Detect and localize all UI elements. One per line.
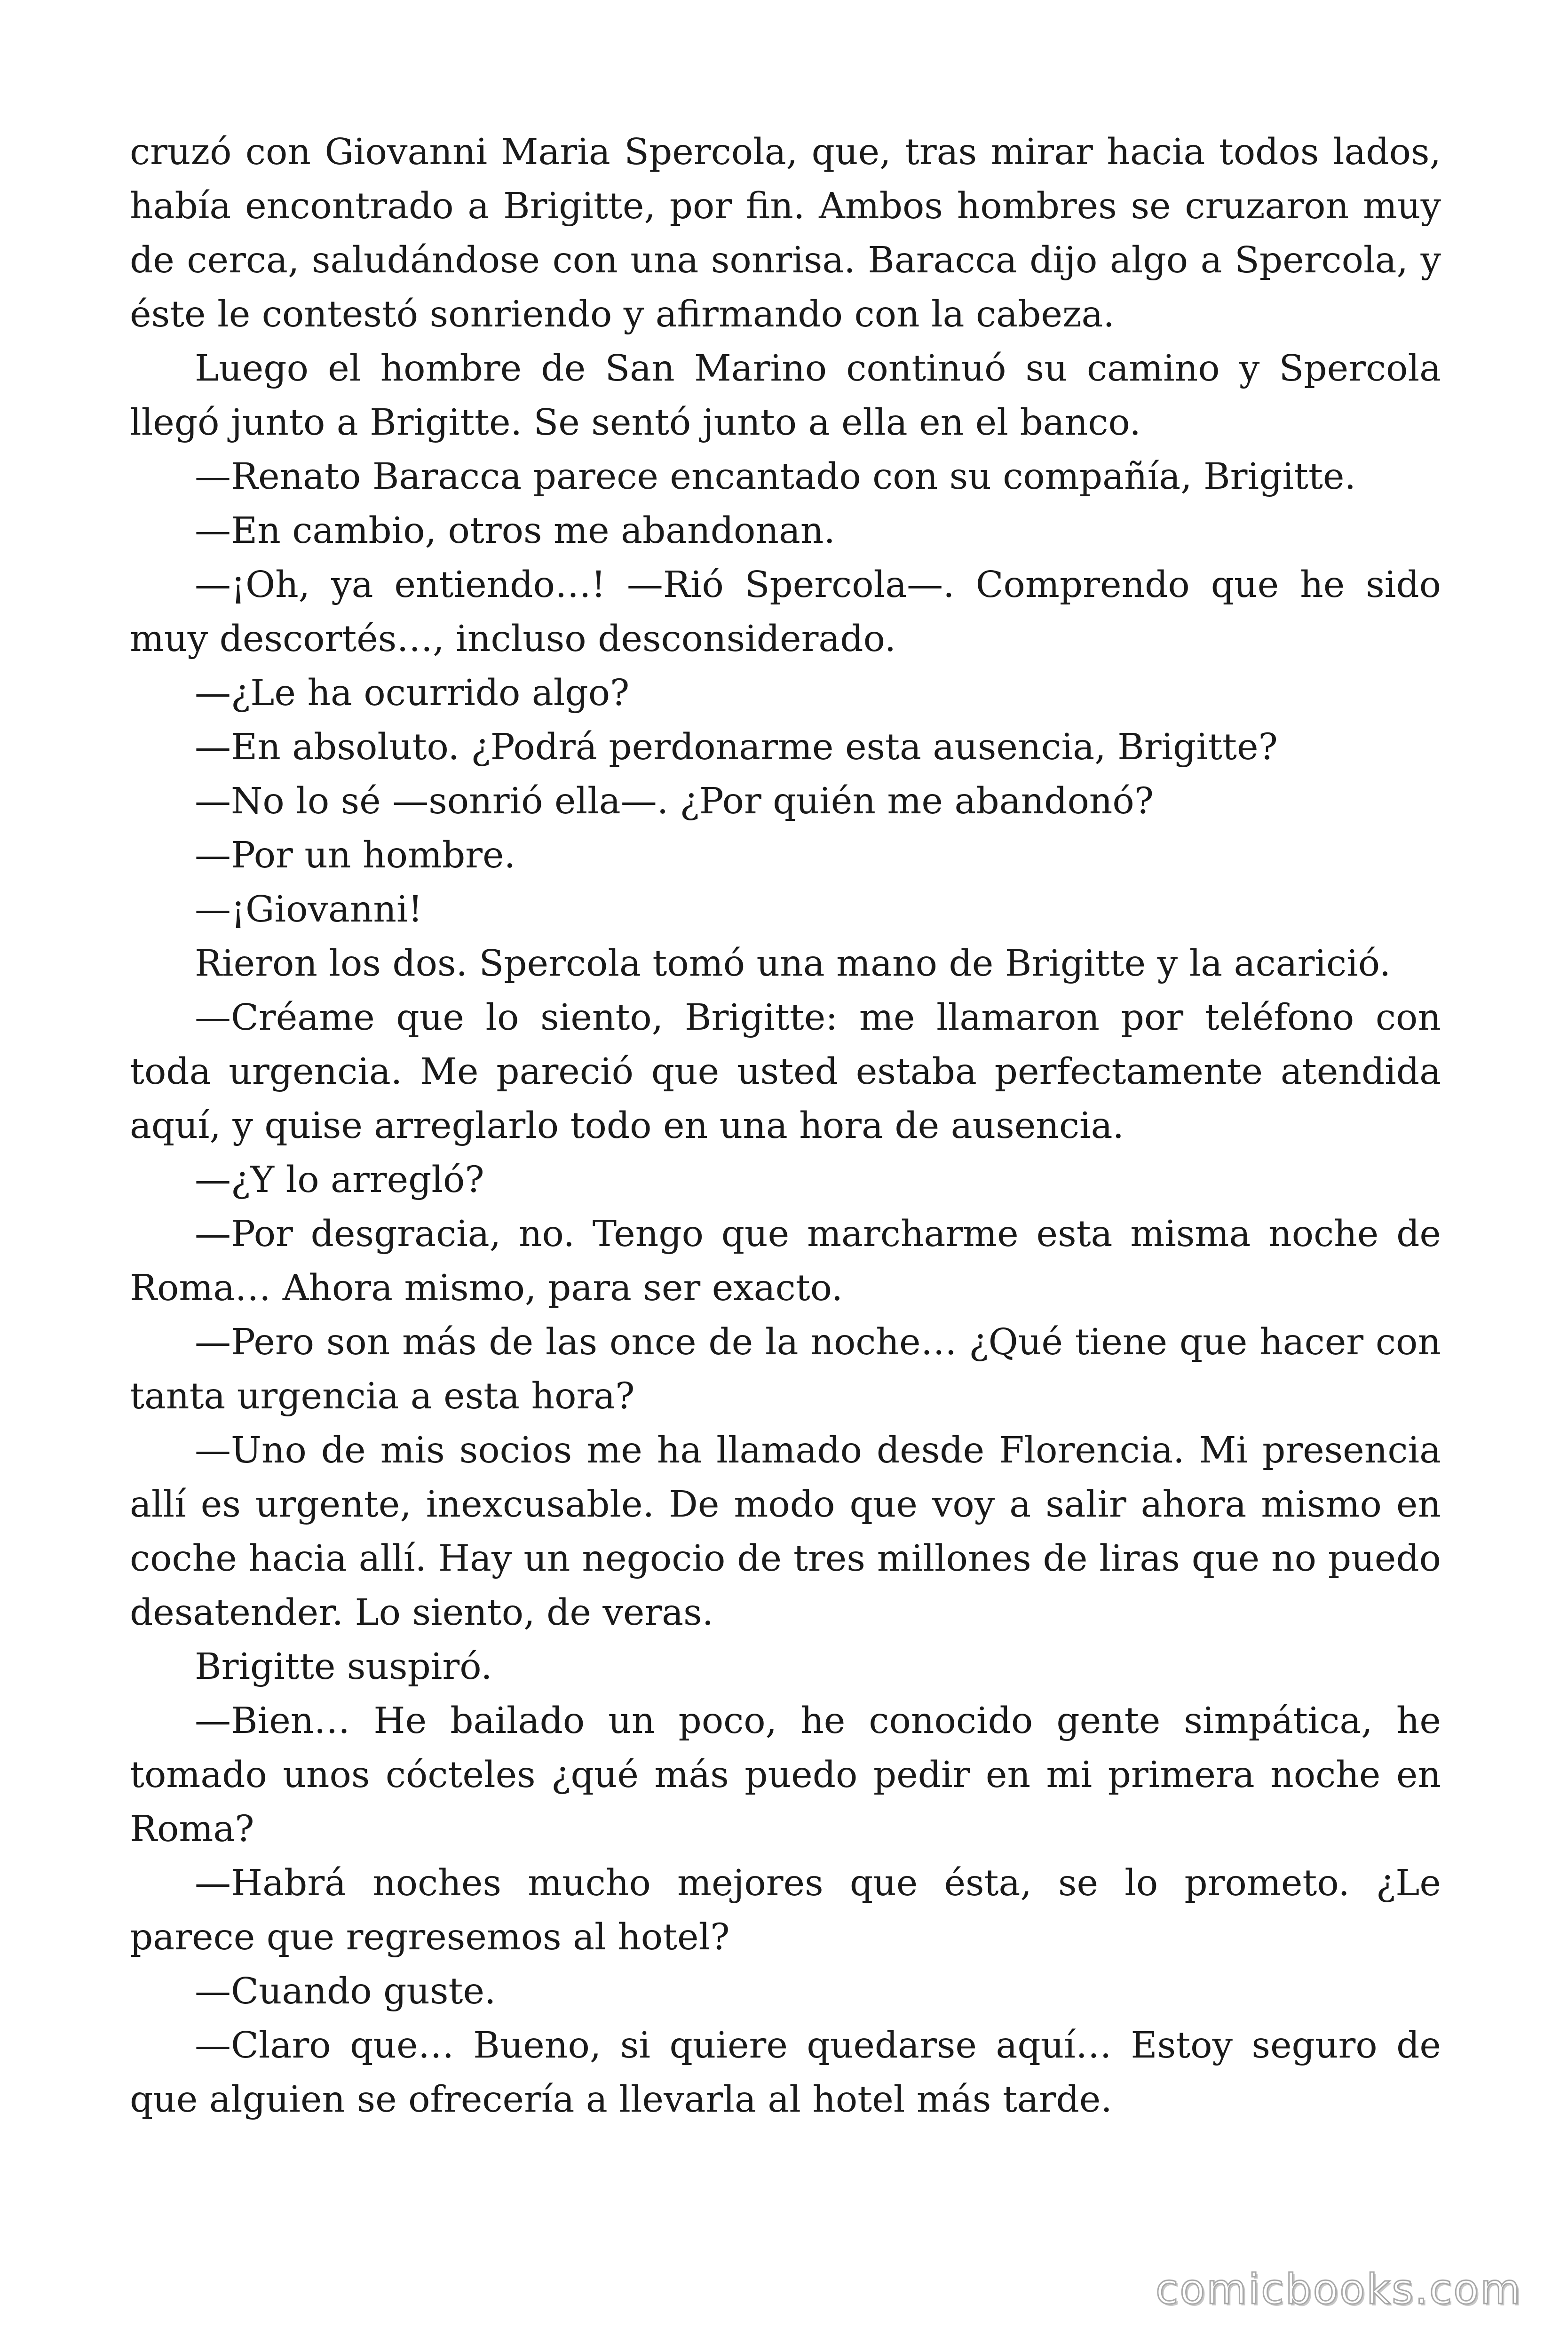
paragraph-13: —¿Y lo arregló? [195,1159,484,1201]
paragraph-10: —¡Giovanni! [195,889,423,930]
paragraph-6: —¿Le ha ocurrido algo? [195,672,630,714]
paragraph-4: —En cambio, otros me abandonan. [195,510,835,552]
paragraph-9: —Por un hombre. [195,834,516,876]
paragraph-18: —Bien… He bailado un poco, he conocido gente simpática, he tomado unos cócteles ¿qué más puedo pedir en mi primera noche en Roma? [130,1700,1441,1850]
paragraph-20: —Cuando guste. [195,1971,496,2012]
paragraph-14: —Por desgracia, no. Tengo que marcharme esta misma noche de Roma… Ahora mismo, para ser exacto. [130,1213,1441,1309]
paragraph-2: Luego el hombre de San Marino continuó su camino y Spercola llegó junto a Brigitte. Se sentó junto a ella en el banco. [130,348,1441,444]
paragraph-21: —Claro que… Bueno, si quiere quedarse aquí… Estoy seguro de que alguien se ofrecería a llevarla al hotel más tarde. [130,2025,1441,2121]
paragraph-17: Brigitte suspiró. [195,1646,492,1688]
paragraph-15: —Pero son más de las once de la noche… ¿Qué tiene que hacer con tanta urgencia a esta hora? [130,1321,1441,1417]
page-text [130,125,1441,2127]
watermark: comicbooks.com [1155,2265,1522,2313]
paragraph-11: Rieron los dos. Spercola tomó una mano de Brigitte y la acarició. [195,943,1391,985]
paragraph-16: —Uno de mis socios me ha llamado desde Florencia. Mi presencia allí es urgente, inexcusable. De modo que voy a salir ahora mismo en coche hacia allí. Hay un negocio de tres millones de liras que no puedo desatender. Lo siento, de veras. [130,1430,1441,1634]
paragraph-1: cruzó con Giovanni Maria Spercola, que, tras mirar hacia todos lados, había encontrado a Brigitte, por fin. Ambos hombres se cruzaron muy de cerca, saludándose con una sonrisa. Baracca dijo algo a Spercola, y éste le contestó sonriendo y afirmando con la cabeza. [130,131,1441,335]
paragraph-3: —Renato Baracca parece encantado con su compañía, Brigitte. [195,456,1356,498]
paragraph-19: —Habrá noches mucho mejores que ésta, se lo prometo. ¿Le parece que regresemos al hotel? [130,1862,1441,1958]
paragraph-5: —¡Oh, ya entiendo…! —Rió Spercola—. Comprendo que he sido muy descortés…, incluso desconsiderado. [130,564,1441,660]
paragraph-8: —No lo sé —sonrió ella—. ¿Por quién me abandonó? [195,780,1154,822]
paragraph-7: —En absoluto. ¿Podrá perdonarme esta ausencia, Brigitte? [195,726,1278,768]
paragraph-12: —Créame que lo siento, Brigitte: me llamaron por teléfono con toda urgencia. Me pareció que usted estaba perfectamente atendida aquí, y quise arreglarlo todo en una hora de ausencia. [130,997,1441,1147]
